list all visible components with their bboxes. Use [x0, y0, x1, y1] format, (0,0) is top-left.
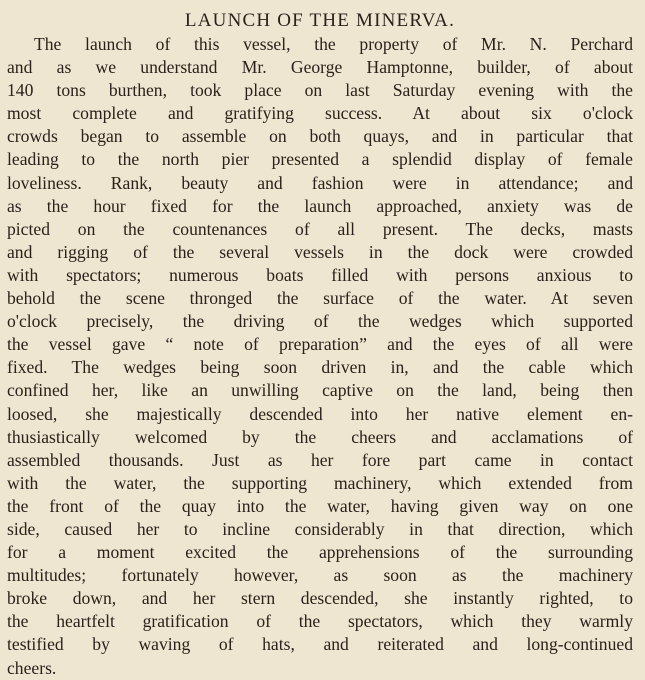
article-line-6: leading to the north pier presented a splendid display of female — [7, 149, 633, 170]
article-line-14: the vessel gave “ note of preparation” and the eyes of all were — [7, 334, 633, 355]
article-line-22: side, caused her to incline considerably in that direction, which — [7, 518, 633, 539]
article-headline: LAUNCH OF THE MINERVA. — [184, 10, 456, 31]
article-line-23: for a moment excited the apprehensions of the surrounding — [7, 542, 633, 563]
article-line-21: the front of the quay into the water, having given way on one — [7, 495, 633, 516]
article-line-25: broke down, and her stern descended, she instantly righted, to — [7, 588, 633, 609]
article-line-1: The launch of this vessel, the property of Mr. N. Perchard — [34, 34, 633, 54]
article-line-3: 140 tons burthen, took place on last Saturday evening with the — [7, 80, 633, 101]
article-line-2: and as we understand Mr. George Hamptonne, builder, of about — [7, 57, 633, 78]
article-line-28: cheers. — [7, 657, 57, 678]
article-line-26: the heartfelt gratification of the spectators, which they warmly — [7, 611, 633, 632]
article-body — [7, 33, 633, 680]
article-line-27: testified by waving of hats, and reiterated and long-continued — [7, 634, 633, 655]
article-line-12: behold the scene thronged the surface of the water. At seven — [7, 288, 633, 309]
article-line-16: confined her, like an unwilling captive on the land, being then — [7, 380, 633, 401]
article-line-7: loveliness. Rank, beauty and fashion were in attendance; and — [7, 172, 633, 193]
article-line-17: loosed, she majestically descended into her native element en- — [7, 403, 633, 424]
article-line-15: fixed. The wedges being soon driven in, and the cable which — [7, 357, 633, 378]
article-line-11: with spectators; numerous boats filled with persons anxious to — [7, 264, 633, 285]
article-line-8: as the hour fixed for the launch approached, anxiety was de — [7, 195, 633, 216]
article-line-18: thusiastically welcomed by the cheers and acclamations of — [7, 426, 633, 447]
article-line-5: crowds began to assemble on both quays, and in particular that — [7, 126, 633, 147]
article-line-10: and rigging of the several vessels in the dock were crowded — [7, 241, 633, 262]
article-line-20: with the water, the supporting machinery, which extended from — [7, 472, 633, 493]
article-line-13: o'clock precisely, the driving of the wedges which supported — [7, 311, 633, 332]
article-line-4: most complete and gratifying success. At about six o'clock — [7, 103, 633, 124]
article-line-9: picted on the countenances of all present. The decks, masts — [7, 218, 633, 239]
article-line-19: assembled thousands. Just as her fore part came in contact — [7, 449, 633, 470]
article-line-24: multitudes; fortunately however, as soon as the machinery — [7, 565, 633, 586]
